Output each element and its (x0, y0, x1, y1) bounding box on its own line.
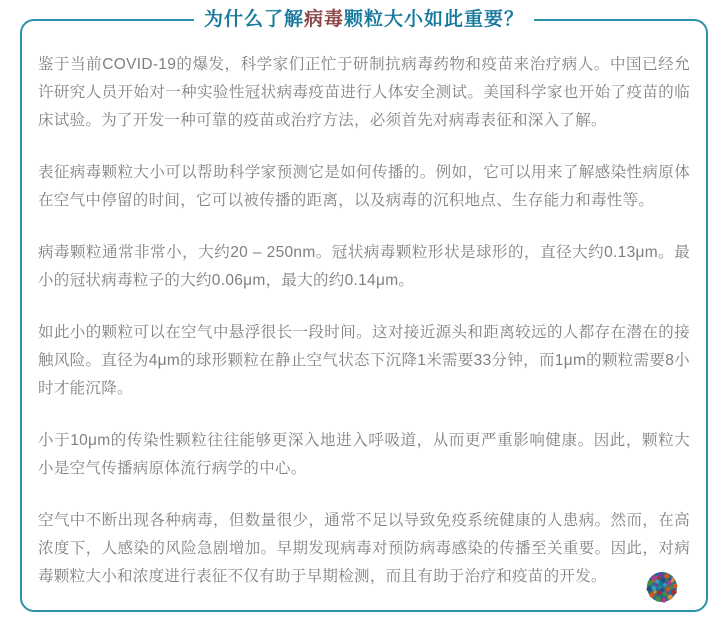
paragraph: 鉴于当前COVID-19的爆发，科学家们正忙于研制抗病毒药物和疫苗来治疗病人。中国已经允许研究人员开始对一种实验性冠状病毒疫苗进行人体安全测试。美国科学家也开始了疫苗的临床试验。为了开发一种可靠的疫苗或治疗方法，必须首先对病毒表征和深入了解。 (38, 56, 690, 129)
title-prefix: 为什么了解 (203, 9, 304, 30)
title-suffix: 颗粒大小如此重要？ (344, 9, 525, 30)
paragraph: 空气中不断出现各种病毒，但数量很少，通常不足以导致免疫系统健康的人患病。然而，在高浓度下，人感染的风险急剧增加。早期发现病毒对预防病毒感染的传播至关重要。因此，对病毒颗粒大小和浓度进行表征不仅有助于早期检测，而且有助于治疗和疫苗的开发。 (38, 512, 690, 585)
title-virus-highlight: 病毒 (303, 9, 345, 30)
article-body (22, 21, 706, 610)
paragraph: 表征病毒颗粒大小可以帮助科学家预测它是如何传播的。例如，它可以用来了解感染性病原体在空气中停留的时间，它可以被传播的距离，以及病毒的沉积地点、生存能力和毒性等。 (38, 164, 690, 209)
content-panel (20, 9, 708, 612)
paragraph: 小于10μm的传染性颗粒往往能够更深入地进入呼吸道，从而更严重影响健康。因此，颗粒大小是空气传播病原体流行病学的中心。 (38, 432, 690, 477)
paragraph: 病毒颗粒通常非常小，大约20 – 250nm。冠状病毒颗粒形状是球形的，直径大约0.13μm。最小的冠状病毒粒子的大约0.06μm，最大的约0.14μm。 (38, 244, 690, 289)
virus-icon (643, 568, 681, 606)
paragraph: 如此小的颗粒可以在空气中悬浮很长一段时间。这对接近源头和距离较远的人都存在潜在的接触风险。直径为4μm的球形颗粒在静止空气状态下沉降1米需要33分钟，而1μm的颗粒需要8小时才能沉降。 (38, 324, 690, 397)
